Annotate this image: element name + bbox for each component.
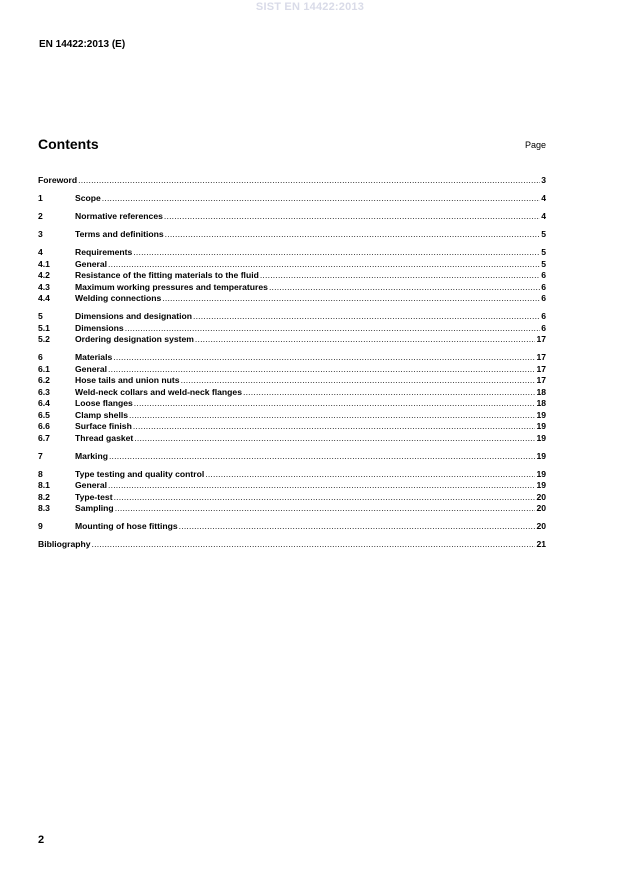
toc-entry-title: Loose flanges <box>75 398 133 408</box>
toc-entry-page: 6 <box>541 281 546 292</box>
toc-entry-number: 6.1 <box>38 363 50 374</box>
toc-entry-title: Hose tails and union nuts <box>75 375 180 385</box>
toc-entry[interactable] <box>38 451 546 463</box>
toc-leader-dots <box>195 334 536 346</box>
toc-leader-dots <box>109 451 535 463</box>
toc-entry-title: Maximum working pressures and temperatures <box>75 281 268 292</box>
toc-entry-number: 4.3 <box>38 281 50 292</box>
toc-entry-number: 4.4 <box>38 293 50 303</box>
toc-entry[interactable] <box>38 270 546 282</box>
toc-entry[interactable] <box>38 259 546 271</box>
toc-leader-dots <box>114 492 536 504</box>
toc-entry-title: Scope <box>75 193 101 203</box>
toc-entry[interactable] <box>38 469 546 481</box>
toc-leader-dots <box>133 421 536 433</box>
contents-title: Contents <box>38 136 99 152</box>
toc-entry-title: Thread gasket <box>75 432 134 443</box>
toc-entry-page: 19 <box>536 421 546 431</box>
toc-entry-title: Resistance of the fitting materials to the fluid <box>75 270 259 280</box>
toc-entry[interactable] <box>38 364 546 376</box>
toc-entry-title: Type-test <box>75 491 113 502</box>
toc-entry-title: Requirements <box>75 247 133 257</box>
toc-leader-dots <box>243 387 535 399</box>
toc-entry-page: 19 <box>536 432 546 443</box>
toc-leader-dots <box>260 270 540 282</box>
toc-entry-title: Sampling <box>75 503 114 513</box>
watermark: SIST EN 14422:2013 <box>255 1 365 13</box>
toc-leader-dots <box>108 259 540 271</box>
toc-entry-title: General <box>75 258 108 269</box>
toc-entry[interactable] <box>38 521 546 533</box>
toc-entry-page: 5 <box>541 229 546 239</box>
toc-leader-dots <box>193 311 540 323</box>
toc-entry-number: 5.1 <box>38 322 50 333</box>
toc-leader-dots <box>92 539 536 551</box>
toc-entry-title: Normative references <box>75 211 163 221</box>
toc-entry-title: Materials <box>75 352 113 362</box>
toc-entry[interactable] <box>38 211 546 223</box>
toc-leader-dots <box>181 375 536 387</box>
toc-leader-dots <box>102 193 540 205</box>
toc-entry-number: 8.2 <box>38 491 50 502</box>
toc-entry-page: 6 <box>541 311 546 321</box>
toc-entry-page: 6 <box>541 322 546 333</box>
toc-entry[interactable] <box>38 503 546 515</box>
toc-entry-number: 5.2 <box>38 334 50 344</box>
toc-entry-page: 18 <box>536 398 546 408</box>
toc-entry-number: 4.2 <box>38 270 50 280</box>
toc-entry-title: Ordering designation system <box>75 334 194 344</box>
toc-entry-page: 19 <box>536 409 546 420</box>
toc-entry-number: 9 <box>38 521 43 531</box>
toc-entry-title: General <box>75 363 108 374</box>
toc-leader-dots <box>113 352 535 364</box>
toc-entry-number: 5 <box>38 311 43 321</box>
toc-entry-page: 6 <box>541 270 546 280</box>
toc-entry-number: 6.2 <box>38 375 50 385</box>
toc-leader-dots <box>134 398 536 410</box>
toc-leader-dots <box>108 364 535 376</box>
toc-entry-title: Dimensions <box>75 322 124 333</box>
toc-entry-page: 3 <box>541 175 546 185</box>
toc-leader-dots <box>129 410 535 422</box>
toc-entry-title: Welding connections <box>75 293 162 303</box>
toc-entry-number: 6.6 <box>38 421 50 431</box>
toc-entry[interactable] <box>38 334 546 346</box>
toc-entry[interactable] <box>38 352 546 364</box>
toc-entry-number: 7 <box>38 450 43 461</box>
toc-leader-dots <box>115 503 536 515</box>
table-of-contents <box>38 175 546 551</box>
toc-entry-number: 8.1 <box>38 480 50 490</box>
toc-entry-page: 21 <box>536 539 546 549</box>
toc-leader-dots <box>134 433 535 445</box>
toc-entry[interactable] <box>38 375 546 387</box>
toc-entry[interactable] <box>38 229 546 241</box>
toc-entry[interactable] <box>38 492 546 504</box>
toc-leader-dots <box>205 469 535 481</box>
toc-leader-dots <box>125 323 541 335</box>
toc-entry[interactable] <box>38 480 546 492</box>
toc-entry[interactable] <box>38 247 546 259</box>
toc-entry-number: 6.3 <box>38 386 50 397</box>
toc-entry-title: Weld-neck collars and weld-neck flanges <box>75 386 242 397</box>
toc-leader-dots <box>179 521 536 533</box>
toc-entry-number: 8 <box>38 468 43 479</box>
toc-entry-title: General <box>75 480 108 490</box>
toc-entry[interactable] <box>38 398 546 410</box>
toc-entry-title: Dimensions and designation <box>75 311 192 321</box>
toc-entry-page: 17 <box>536 363 546 374</box>
toc-entry-number: 1 <box>38 193 43 203</box>
toc-entry-number: 6 <box>38 352 43 362</box>
toc-entry-number: 6.5 <box>38 409 50 420</box>
toc-leader-dots <box>108 480 535 492</box>
toc-entry-page: 5 <box>541 258 546 269</box>
toc-entry-title: Marking <box>75 450 108 461</box>
toc-entry[interactable] <box>38 193 546 205</box>
toc-entry-title: Type testing and quality control <box>75 468 205 479</box>
toc-entry-title: Foreword <box>38 175 78 185</box>
toc-entry-page: 19 <box>536 468 546 479</box>
toc-entry-title: Clamp shells <box>75 409 129 420</box>
document-id: EN 14422:2013 (E) <box>39 39 126 50</box>
toc-leader-dots <box>269 282 540 294</box>
toc-entry-page: 17 <box>536 334 546 344</box>
toc-entry-number: 4.1 <box>38 258 50 269</box>
toc-entry-page: 20 <box>536 491 546 502</box>
toc-entry-number: 8.3 <box>38 503 50 513</box>
toc-entry[interactable] <box>38 410 546 422</box>
toc-entry-page: 20 <box>536 503 546 513</box>
toc-entry[interactable] <box>38 421 546 433</box>
toc-entry-page: 17 <box>536 375 546 385</box>
toc-entry-title: Mounting of hose fittings <box>75 521 178 531</box>
toc-entry[interactable] <box>38 323 546 335</box>
toc-entry[interactable] <box>38 539 546 551</box>
toc-entry-number: 3 <box>38 229 43 239</box>
toc-entry-page: 17 <box>536 352 546 362</box>
toc-entry-number: 2 <box>38 211 43 221</box>
toc-entry[interactable] <box>38 311 546 323</box>
toc-entry[interactable] <box>38 293 546 305</box>
toc-entry-page: 4 <box>541 211 546 221</box>
toc-leader-dots <box>78 175 540 187</box>
toc-entry[interactable] <box>38 387 546 399</box>
toc-entry-title: Bibliography <box>38 539 91 549</box>
page-number: 2 <box>38 834 45 846</box>
toc-entry-page: 19 <box>536 480 546 490</box>
toc-entry[interactable] <box>38 282 546 294</box>
toc-entry-page: 19 <box>536 450 546 461</box>
toc-entry-page: 5 <box>541 247 546 257</box>
toc-leader-dots <box>164 211 540 223</box>
toc-leader-dots <box>165 229 541 241</box>
toc-entry-number: 4 <box>38 247 43 257</box>
toc-entry-page: 4 <box>541 193 546 203</box>
toc-entry-title: Surface finish <box>75 421 132 431</box>
toc-entry-page: 18 <box>536 386 546 397</box>
toc-entry[interactable] <box>38 175 546 187</box>
toc-entry-page: 6 <box>541 293 546 303</box>
toc-entry-number: 6.4 <box>38 398 50 408</box>
toc-entry-title: Terms and definitions <box>75 229 164 239</box>
toc-entry-page: 20 <box>536 521 546 531</box>
toc-leader-dots <box>162 293 540 305</box>
toc-leader-dots <box>133 247 540 259</box>
toc-entry[interactable] <box>38 433 546 445</box>
page-column-label: Page <box>524 140 546 150</box>
toc-entry-number: 6.7 <box>38 432 50 443</box>
